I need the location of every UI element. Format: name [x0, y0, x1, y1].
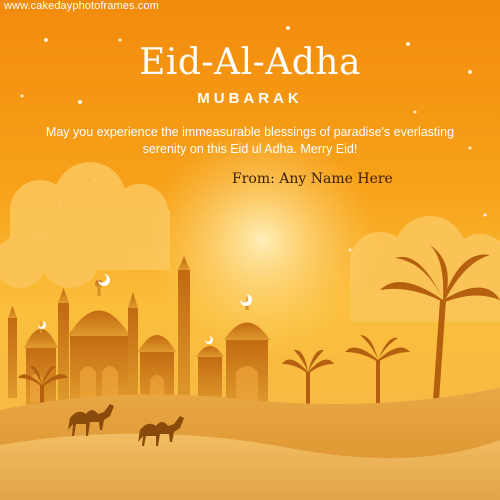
greeting-title: Eid-Al-Adha — [139, 42, 361, 83]
watermark-url: www.cakedayphotoframes.com — [4, 0, 159, 12]
greeting-subtitle: MUBARAK — [197, 90, 303, 107]
sender-name[interactable]: From: Any Name Here — [232, 171, 393, 187]
greeting-message: May you experience the immeasurable blessings of paradise's everlasting serenity on this Eid ul Adha. Merry Eid! — [45, 125, 455, 156]
